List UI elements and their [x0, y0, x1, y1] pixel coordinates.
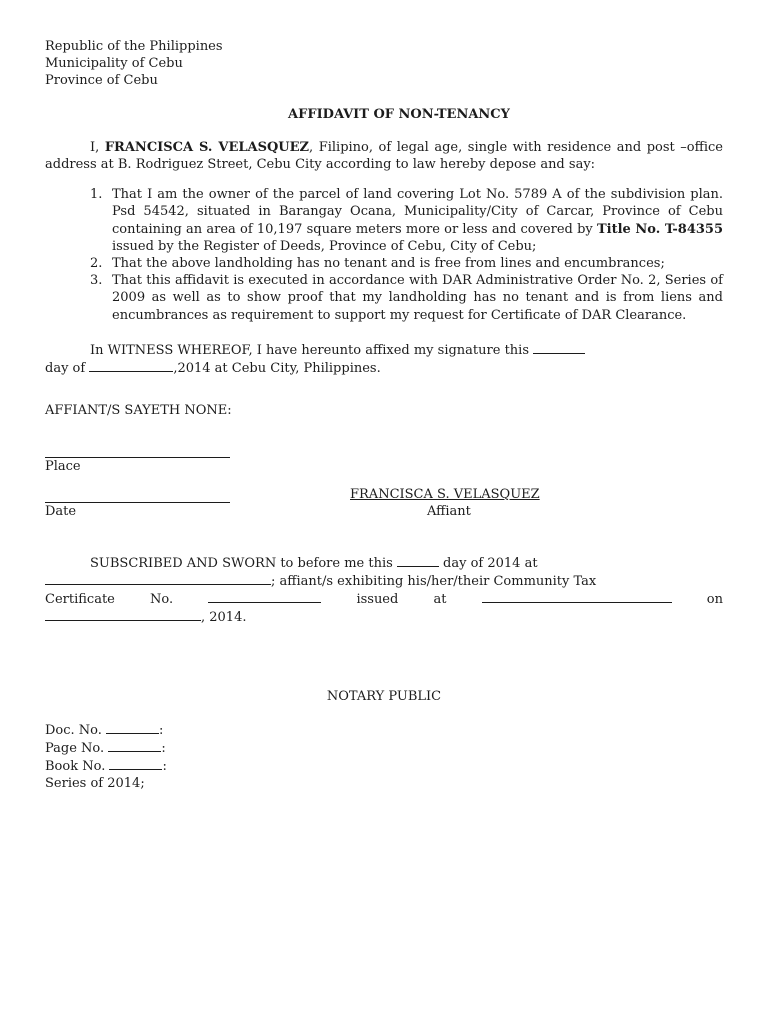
affidavit-page	[45, 38, 723, 793]
intro-prefix: I,	[90, 139, 105, 155]
day-blank[interactable]	[533, 341, 585, 354]
list-item	[90, 186, 723, 255]
list-item	[90, 272, 723, 324]
doc-no-label: Doc. No.	[45, 722, 107, 738]
series-row: Series of 2014;	[45, 776, 145, 792]
on-word: on	[706, 592, 723, 608]
subscribed-paragraph	[45, 554, 723, 627]
list-item	[90, 255, 723, 272]
header-republic: Republic of the Philippines	[45, 39, 223, 54]
date-block	[45, 486, 723, 520]
subscribed-line-4	[45, 608, 723, 626]
document-header	[45, 38, 723, 90]
sworn-day-blank[interactable]	[397, 554, 439, 567]
document-title: AFFIDAVIT OF NON-TENANCY	[288, 106, 510, 122]
year-text: , 2014.	[201, 610, 247, 626]
subscribed-text: SUBSCRIBED AND SWORN to before me this	[90, 555, 397, 571]
notary-public-label: NOTARY PUBLIC	[326, 688, 442, 704]
subscribed-line-1	[45, 554, 723, 572]
place-block	[45, 441, 723, 475]
list-number: 2.	[90, 256, 103, 272]
book-no-blank[interactable]	[109, 757, 162, 770]
header-province: Province of Cebu	[45, 73, 158, 89]
list-number: 3.	[90, 273, 103, 289]
issued-word: issued	[356, 592, 399, 608]
intro-rest: , Filipino, of legal age, single with residence and post –office address at B. Rodriguez Street, Cebu City according to law hereby depose and say:	[45, 139, 723, 173]
book-no-label: Book No.	[45, 759, 110, 775]
issued-place-blank[interactable]	[482, 590, 672, 603]
no-word: No.	[150, 592, 174, 608]
affiant-name-text: FRANCISCA S. VELASQUEZ	[350, 486, 540, 502]
book-colon: :	[162, 759, 167, 775]
list-number: 1.	[90, 187, 103, 203]
subscribed-ctc-text: ; affiant/s exhibiting his/her/their Community Tax	[271, 574, 597, 590]
book-no-row	[45, 757, 723, 775]
item-text: That the above landholding has no tenant and is free from lines and encumbrances;	[112, 256, 665, 272]
sworn-place-blank[interactable]	[45, 572, 271, 585]
issued-date-blank[interactable]	[45, 608, 201, 621]
doc-no-blank[interactable]	[106, 721, 159, 734]
intro-paragraph	[45, 139, 723, 173]
title-number: Title No. T-84355	[596, 221, 724, 237]
month-blank[interactable]	[89, 359, 173, 372]
witness-place-text: ,2014 at Cebu City, Philippines.	[173, 361, 381, 377]
notarial-register	[45, 721, 723, 793]
place-label: Place	[45, 459, 81, 475]
date-label: Date	[45, 503, 77, 519]
witness-day-text: day of	[45, 361, 90, 377]
page-colon: :	[161, 741, 166, 757]
place-line[interactable]	[45, 441, 230, 458]
item-text-after: issued by the Register of Deeds, Province of Cebu, City of Cebu;	[112, 238, 537, 254]
at-word: at	[433, 592, 447, 608]
certificate-word: Certificate	[45, 592, 115, 608]
page-no-label: Page No.	[45, 741, 109, 757]
subscribed-day-text: day of 2014 at	[438, 555, 538, 571]
statement-list	[45, 186, 723, 324]
header-municipality: Municipality of Cebu	[45, 56, 183, 72]
witness-paragraph	[45, 341, 723, 377]
doc-colon: :	[159, 722, 164, 738]
item-text: That I am the owner of the parcel of land covering Lot No. 5789 A of the subdivision plan. Psd 54542, situated in Barangay Ocana, Municipality/City of Carcar, Province of Cebu containing an area of 10,197 square meters more or less and covered by	[112, 187, 723, 237]
doc-no-row	[45, 721, 723, 739]
affiant-signature-name	[350, 486, 540, 503]
ctc-number-blank[interactable]	[208, 590, 321, 603]
page-no-row	[45, 739, 723, 757]
date-line[interactable]	[45, 486, 230, 503]
sayeth-none: AFFIANT/S SAYETH NONE:	[45, 403, 232, 419]
page-no-blank[interactable]	[108, 739, 161, 752]
affiant-name-bold: FRANCISCA S. VELASQUEZ	[104, 139, 310, 155]
affiant-label: Affiant	[427, 503, 471, 519]
subscribed-line-3	[45, 590, 723, 608]
item-text: That this affidavit is executed in accordance with DAR Administrative Order No. 2, Series of 2009 as well as to show proof that my landholding has no tenant and is from liens and encumbrances as requirement to support my request for Certificate of DAR Clearance.	[112, 273, 723, 323]
witness-text: In WITNESS WHEREOF, I have hereunto affixed my signature this	[90, 342, 534, 358]
subscribed-line-2	[45, 572, 723, 590]
